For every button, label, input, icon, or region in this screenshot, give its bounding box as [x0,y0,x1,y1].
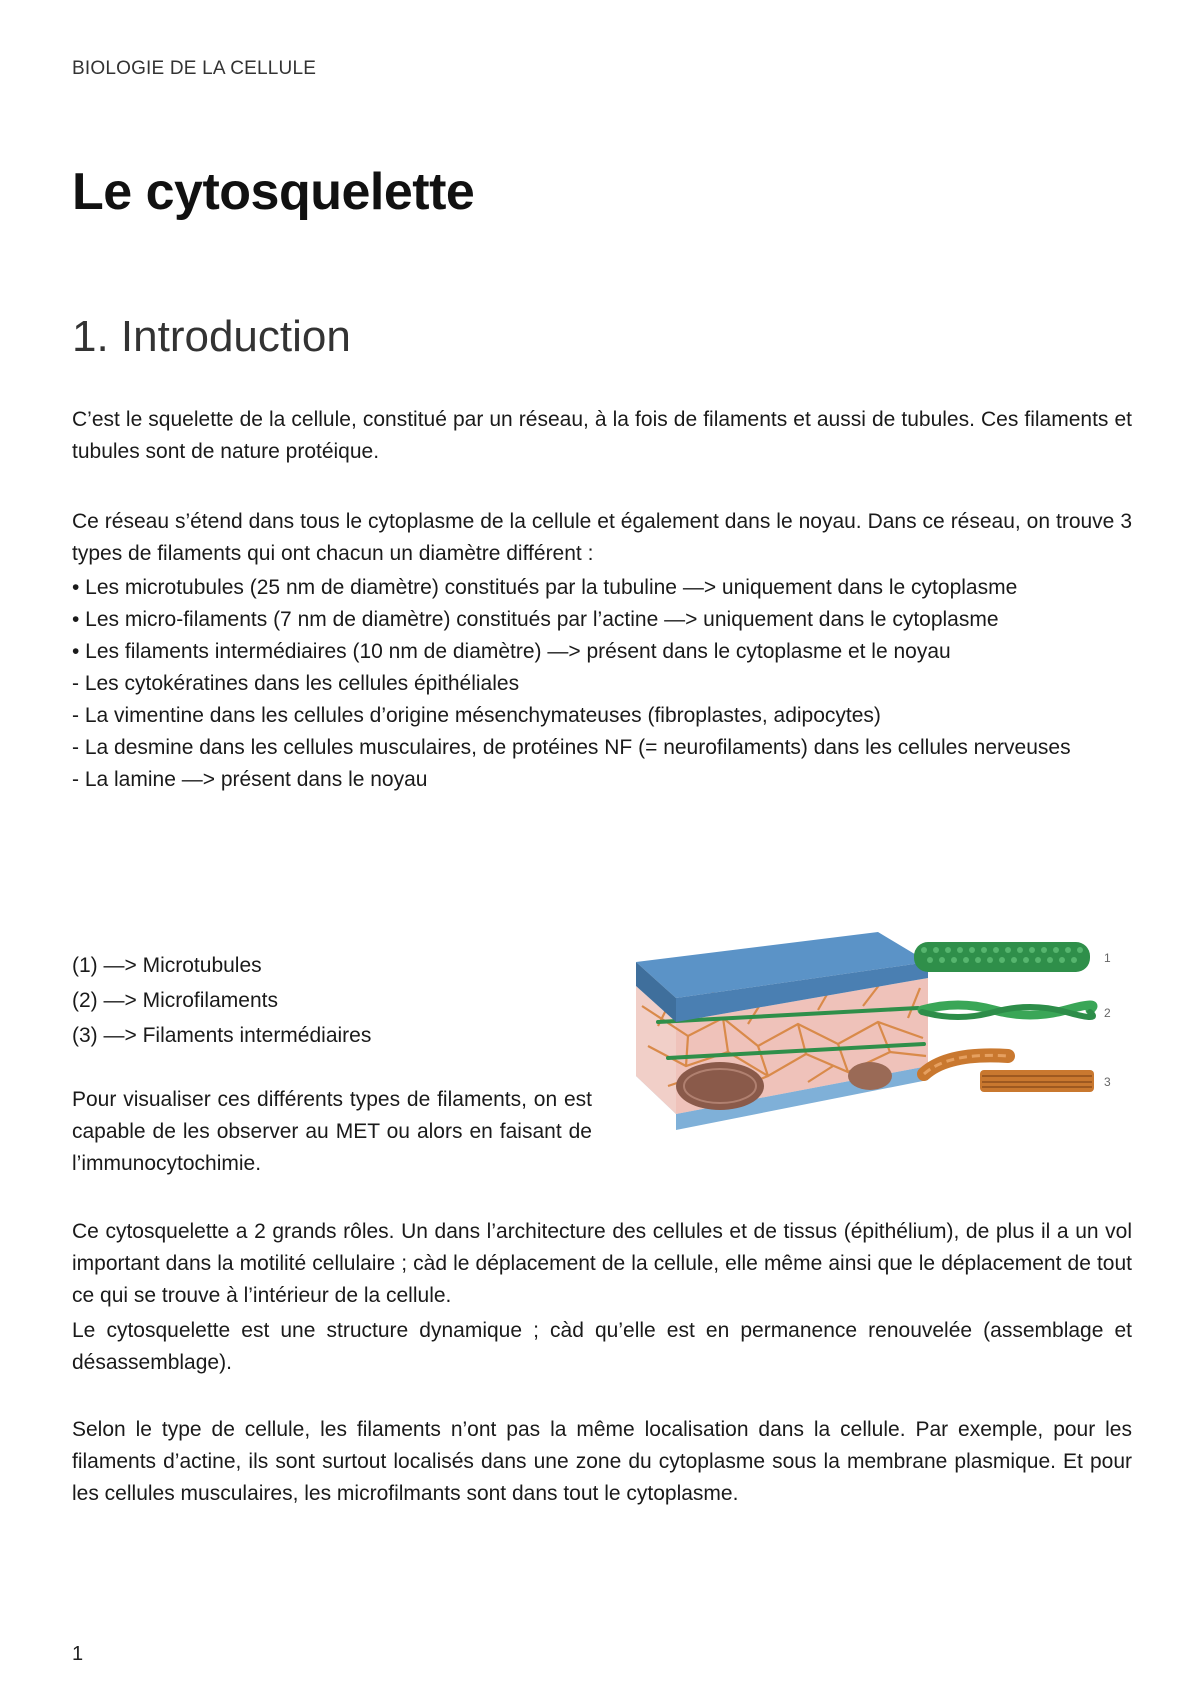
page-title: Le cytosquelette [72,163,475,221]
list-item: • Les micro-filaments (7 nm de diamètre) constitués par l’actine —> uniquement dans le cytoplasme [72,608,999,631]
paragraph-dynamic: Le cytosquelette est une structure dynamique ; càd qu’elle est en permanence renouvelée (assemblage et désassemblage). [72,1319,1132,1374]
list-item: - La lamine —> présent dans le noyau [72,768,428,791]
cytoskeleton-illustration [628,926,1132,1146]
microtubule-model [914,942,1111,972]
section-heading: 1. Introduction [72,312,351,361]
figure-label-2: 2 [1104,1006,1111,1020]
list-item: - La vimentine dans les cellules d’origine mésenchymateuses (fibroplastes, adipocytes) [72,704,881,727]
legend-item: (1) —> Microtubules [72,954,262,977]
list-item: • Les filaments intermédiaires (10 nm de diamètre) —> présent dans le cytoplasme et le noyau [72,640,951,663]
list-item: • Les microtubules (25 nm de diamètre) constitués par la tubuline —> uniquement dans le cytoplasme [72,576,1018,599]
paragraph-localisation: Selon le type de cellule, les filaments n’ont pas la même localisation dans la cellule. Par exemple, pour les filaments d’actine, ils sont surtout localisés dans une zone du cytoplasme sous la membrane plasmique. Et pour les cellules musculaires, les microfilmants sont dans tout le cytoplasme. [72,1418,1132,1505]
list-item: - Les cytokératines dans les cellules épithéliales [72,672,520,695]
filament-types-list [72,572,1132,796]
intermediate-filament-model [924,1055,1111,1092]
paragraph-network: Ce réseau s’étend dans tous le cytoplasme de la cellule et également dans le noyau. Dans ce réseau, on trouve 3 types de filaments qui ont chacun un diamètre différent : [72,510,1132,565]
cell-section-drawing [636,932,928,1130]
paragraph-roles: Ce cytosquelette a 2 grands rôles. Un dans l’architecture des cellules et de tissus (épithélium), de plus il a un vol important dans la motilité cellulaire ; càd le déplacement de la cellule, elle même ainsi que le déplacement de tout ce qui se trouve à l’intérieur de la cellule. [72,1220,1132,1307]
organelle [848,1062,892,1090]
legend-item: (3) —> Filaments intermédiaires [72,1024,372,1047]
figure-label-1: 1 [1104,951,1111,965]
page-number: 1 [72,1643,84,1665]
legend-item: (2) —> Microfilaments [72,989,278,1012]
microfilament-model [922,1005,1111,1020]
paragraph-definition: C’est le squelette de la cellule, constitué par un réseau, à la fois de filaments et aussi de tubules. Ces filaments et tubules sont de nature protéique. [72,408,1132,463]
intermediate-filament-bundle [980,1070,1094,1092]
running-header: BIOLOGIE DE LA CELLULE [72,58,317,79]
list-item: - La desmine dans les cellules musculaires, de protéines NF (= neurofilaments) dans les cellules nerveuses [72,736,1071,759]
figure-label-3: 3 [1104,1075,1111,1089]
visualisation-paragraph: Pour visualiser ces différents types de filaments, on est capable de les observer au MET ou alors en faisant de l’immunocytochimie. [72,1088,592,1175]
figure-legend [72,948,592,1053]
